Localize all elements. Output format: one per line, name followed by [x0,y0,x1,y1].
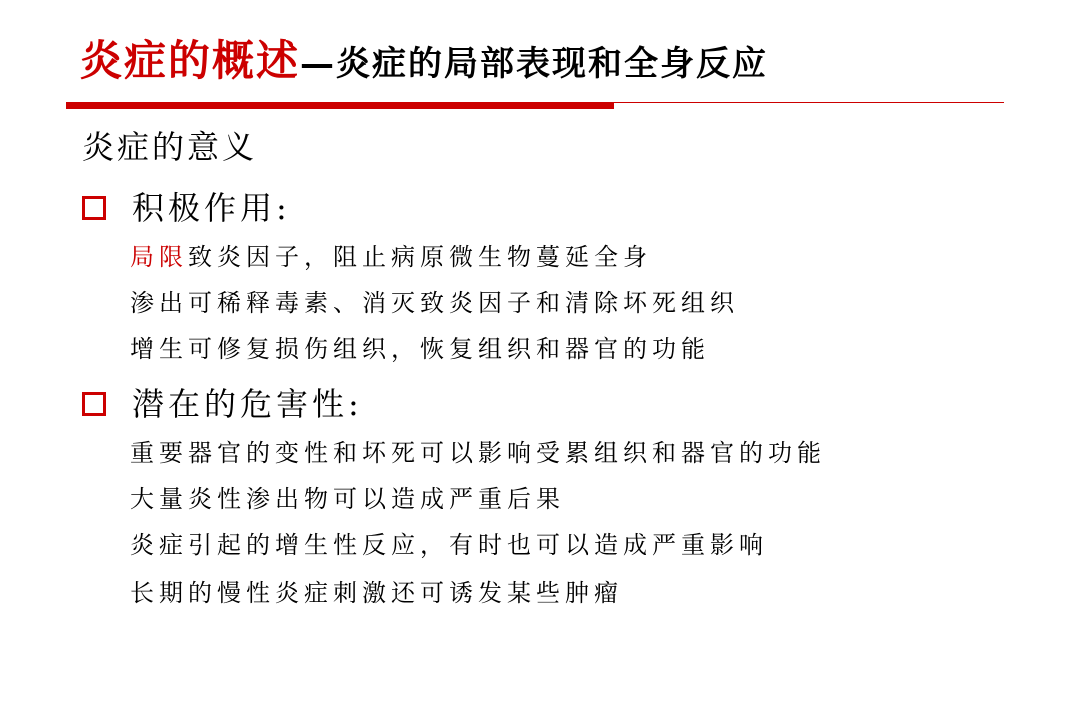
item-text: 重要器官的变性和坏死可以影响受累组织和器官的功能 [130,439,826,467]
section-negative [82,385,363,423]
title-main: 炎症的概述 [80,36,301,85]
list-item [130,291,739,315]
section-label: 积极作用: [132,189,291,227]
list-item [130,581,623,605]
checkbox-square-icon [82,392,106,416]
list-item [130,337,710,361]
item-text: 炎症引起的增生性反应，有时也可以造成严重影响 [130,531,768,559]
item-text: 大量炎性渗出物可以造成严重后果 [130,485,565,513]
title-subtitle: —炎症的局部表现和全身反应 [300,44,769,84]
section-heading: 炎症的意义 [82,128,258,166]
item-text: 致炎因子，阻止病原微生物蔓延全身 [188,243,652,271]
item-text: 渗出可稀释毒素、消灭致炎因子和清除坏死组织 [130,289,739,317]
list-item [130,487,565,511]
list-item [130,533,768,557]
list-item [130,245,652,269]
section-positive [82,189,291,227]
highlight-text: 局限 [130,243,188,271]
list-item [130,441,826,465]
slide-title [80,36,769,85]
item-text: 长期的慢性炎症刺激还可诱发某些肿瘤 [130,579,623,607]
title-underline-accent [66,103,614,109]
item-text: 增生可修复损伤组织，恢复组织和器官的功能 [130,335,710,363]
section-label: 潜在的危害性: [132,385,363,423]
checkbox-square-icon [82,196,106,220]
